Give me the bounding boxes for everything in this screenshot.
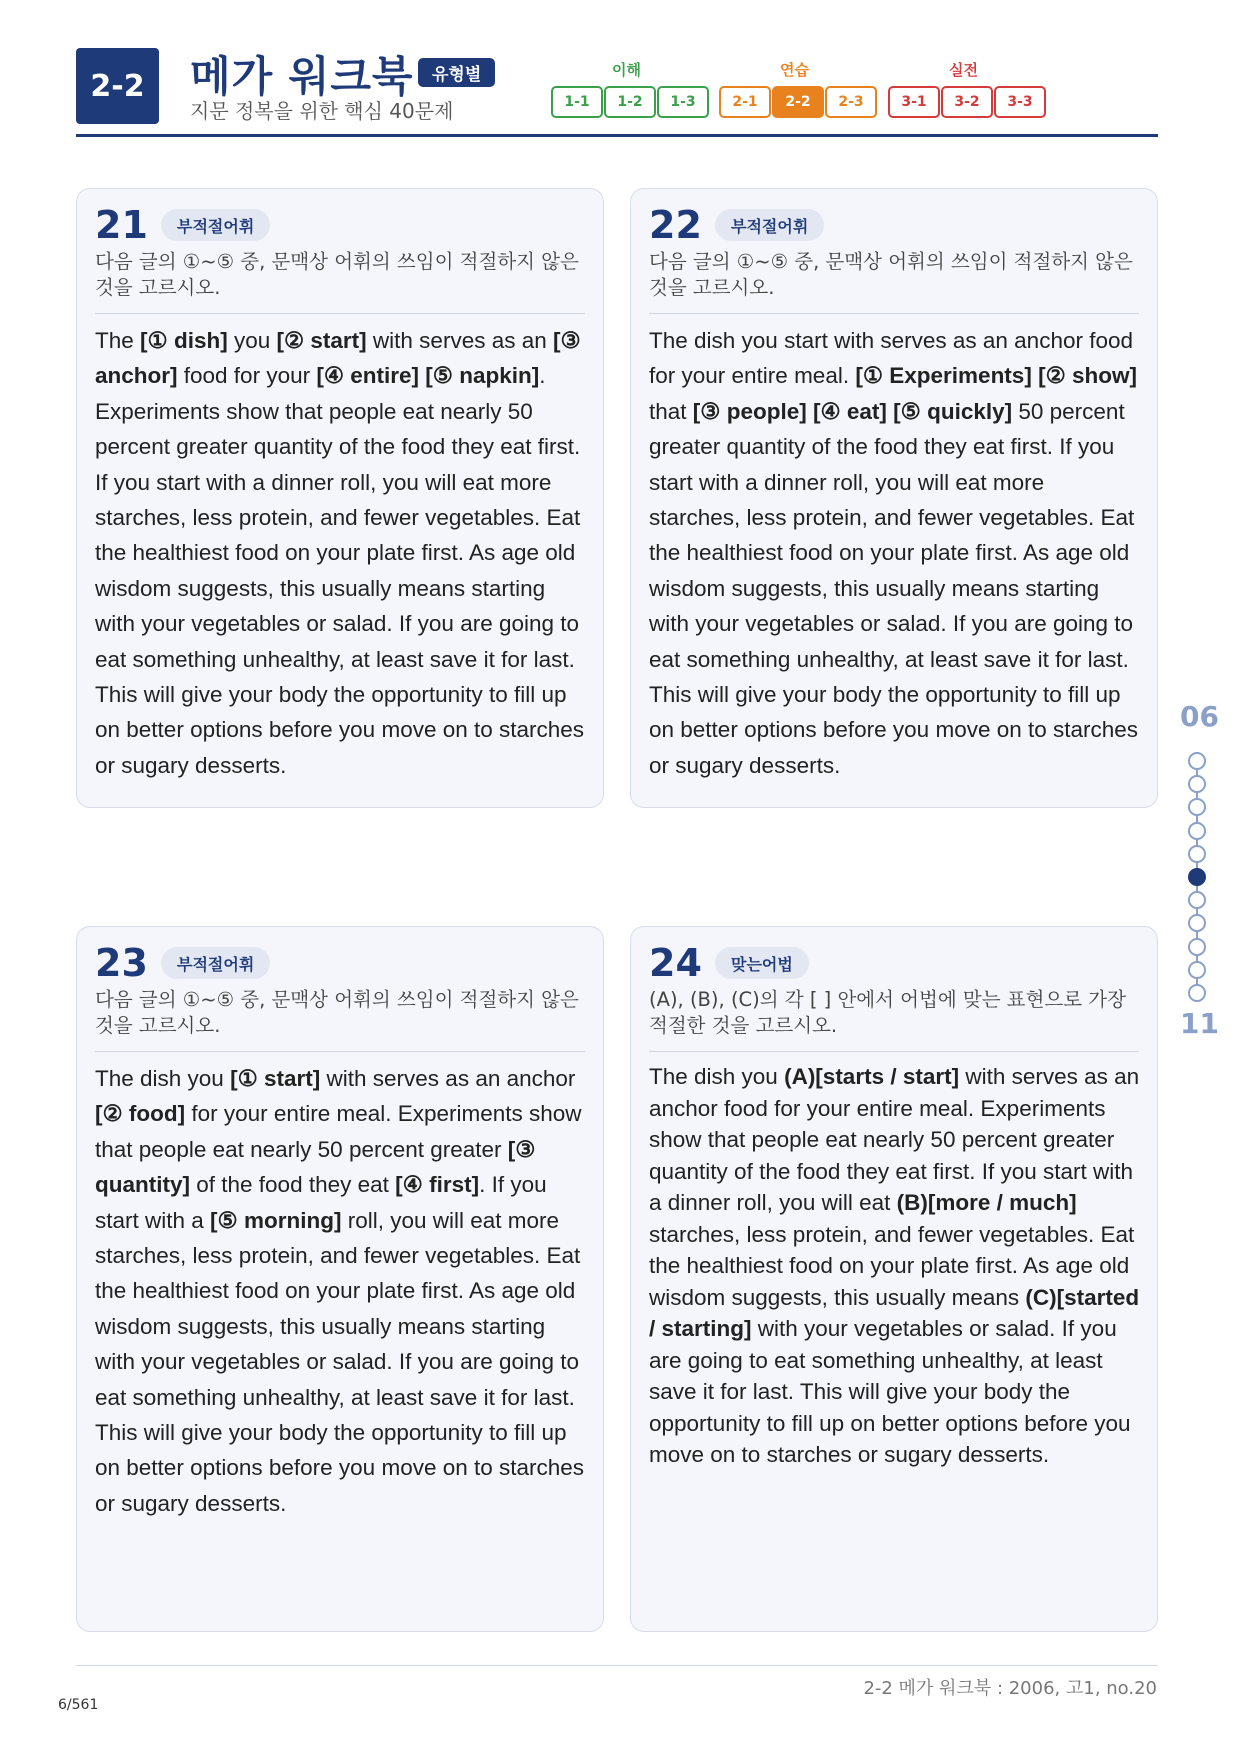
chapter-dot[interactable] <box>1188 914 1206 932</box>
marked-word: [③ anchor] <box>95 328 581 389</box>
passage-run: starches, less protein, and fewer vegetables. Eat the healthiest food on your plate first. As age old wisdom suggests, this usually means <box>649 1221 1135 1310</box>
marked-word: [④ entire] <box>316 363 420 389</box>
passage-run: food for your <box>177 363 317 389</box>
stage-button-3-3[interactable]: 3-3 <box>994 86 1046 118</box>
chapter-dot[interactable] <box>1188 891 1206 909</box>
question-number: 21 <box>95 203 148 247</box>
stage-button-2-3[interactable]: 2-3 <box>825 86 877 118</box>
chapter-dot[interactable] <box>1188 798 1206 816</box>
passage-text <box>95 323 587 783</box>
chapter-range-end: 11 <box>1180 1007 1219 1040</box>
chapter-dot-current[interactable] <box>1188 868 1206 886</box>
page-subtitle: 지문 정복을 위한 핵심 40문제 <box>190 99 454 123</box>
type-tag: 유형별 <box>418 58 495 87</box>
passage-run: The dish you start with serves as an anchor food for your entire meal. <box>649 328 1134 389</box>
marked-word: [④ eat] <box>812 398 887 424</box>
grammar-choice: (A)[starts / start] <box>784 1064 960 1089</box>
passage-text <box>649 323 1141 783</box>
marked-word: [③ quantity] <box>95 1136 536 1198</box>
workbook-badge: 2-2 <box>76 48 159 124</box>
question-instruction: 다음 글의 ①~⑤ 중, 문맥상 어휘의 쓰임이 적절하지 않은 것을 고르시오. <box>95 988 579 1037</box>
stage-button-1-2[interactable]: 1-2 <box>604 86 656 118</box>
question-number: 22 <box>649 203 702 247</box>
passage-run: with your vegetables or salad. If you are going to eat something unhealthy, at least save it for last. This will give your body the opportunity to fill up on better options before you move on to starches or sugary desserts. <box>649 1316 1131 1467</box>
card-divider <box>95 1051 585 1052</box>
marked-word: [⑤ quickly] <box>893 398 1013 424</box>
marked-word: [① dish] <box>140 328 228 353</box>
passage-run: you <box>227 328 277 353</box>
footer-divider <box>76 1665 1158 1666</box>
chapter-range-start: 06 <box>1180 700 1219 733</box>
chapter-dot[interactable] <box>1188 961 1206 979</box>
passage-run: The dish you <box>649 1064 785 1089</box>
stage-button-2-2[interactable]: 2-2 <box>772 86 824 118</box>
chapter-dot[interactable] <box>1188 938 1206 956</box>
question-type-tag: 부적절어휘 <box>715 209 824 241</box>
marked-word: [③ people] <box>692 398 807 424</box>
question-number: 24 <box>649 941 702 985</box>
passage-text <box>95 1061 587 1521</box>
marked-word: [① Experiments] <box>855 363 1032 389</box>
stage-label-real: 실전 <box>949 61 978 79</box>
question-type-tag: 부적절어휘 <box>161 209 270 241</box>
question-card-23 <box>76 926 604 1632</box>
chapter-dot[interactable] <box>1188 775 1206 793</box>
chapter-dot[interactable] <box>1188 822 1206 840</box>
passage-run: with serves as an anchor <box>320 1066 576 1091</box>
stage-label-understand: 이해 <box>612 61 641 79</box>
marked-word: [④ first] <box>395 1172 480 1198</box>
chapter-dot[interactable] <box>1188 845 1206 863</box>
page-number: 6/561 <box>58 1697 99 1713</box>
grammar-choice: (B)[more / much] <box>896 1190 1077 1215</box>
marked-word: [② food] <box>95 1101 186 1127</box>
passage-run: . If you start with a <box>95 1172 547 1233</box>
marked-word: [② show] <box>1038 363 1137 389</box>
stage-button-1-3[interactable]: 1-3 <box>657 86 709 118</box>
passage-run: 50 percent greater quantity of the food they eat first. If you start with a dinner roll, you will eat more starches, less protein, and fewer vegetables. Eat the healthiest food on your plate first. As age old wisdom suggests, this usually means starting with your vegetables or salad. If you are going to eat something unhealthy, at least save it for last. This will give your body the opportunity to fill up on better options before you move on to starches or sugary desserts. <box>649 398 1139 778</box>
marked-word: [① start] <box>230 1066 321 1091</box>
card-divider <box>649 1051 1139 1052</box>
passage-run: The <box>95 328 141 353</box>
passage-run: of the food they eat <box>190 1172 396 1198</box>
stage-label-practice: 연습 <box>780 61 809 79</box>
passage-run: roll, you will eat more starches, less protein, and fewer vegetables. Eat the healthiest food on your plate first. As age old wisdom suggests, this usually means starting with your vegetables or salad. If you are going to eat something unhealthy, at least save it for last. This will give your body the opportunity to fill up on better options before you move on to starches or sugary desserts. <box>95 1207 585 1516</box>
chapter-dot[interactable] <box>1188 984 1206 1002</box>
stage-button-3-1[interactable]: 3-1 <box>888 86 940 118</box>
header-divider <box>76 134 1158 137</box>
question-type-tag: 맞는어법 <box>715 947 809 979</box>
stage-button-1-1[interactable]: 1-1 <box>551 86 603 118</box>
chapter-dot[interactable] <box>1188 752 1206 770</box>
question-card-22 <box>630 188 1158 808</box>
passage-run: that <box>649 398 693 424</box>
question-card-21 <box>76 188 604 808</box>
stage-button-2-1[interactable]: 2-1 <box>719 86 771 118</box>
source-citation: 2-2 메가 워크북 : 2006, 고1, no.20 <box>863 1678 1157 1699</box>
question-type-tag: 부적절어휘 <box>161 947 270 979</box>
passage-run: . Experiments show that people eat nearly 50 percent greater quantity of the food they eat first. If you start with a dinner roll, you will eat more starches, less protein, and fewer vegetables. Eat the healthiest food on your plate first. As age old wisdom suggests, this usually means starting with your vegetables or salad. If you are going to eat something unhealthy, at least save it for last. This will give your body the opportunity to fill up on better options before you move on to starches or sugary desserts. <box>95 363 585 778</box>
card-divider <box>649 313 1139 314</box>
question-instruction: 다음 글의 ①~⑤ 중, 문맥상 어휘의 쓰임이 적절하지 않은 것을 고르시오. <box>649 250 1133 299</box>
passage-run: for your entire meal. Experiments show that people eat nearly 50 percent greater <box>95 1101 582 1162</box>
passage-run: with serves as an <box>366 328 553 353</box>
grammar-choice: (C)[started / starting] <box>649 1284 1140 1341</box>
question-number: 23 <box>95 941 148 985</box>
passage-run: with serves as an anchor food for your entire meal. Experiments show that people eat nearly 50 percent greater quantity of the food they eat first. If you start with a dinner roll, you will eat <box>649 1064 1140 1215</box>
question-instruction: 다음 글의 ①~⑤ 중, 문맥상 어휘의 쓰임이 적절하지 않은 것을 고르시오. <box>95 250 579 299</box>
card-divider <box>95 313 585 314</box>
marked-word: [⑤ napkin] <box>425 363 540 389</box>
marked-word: [⑤ morning] <box>210 1207 342 1233</box>
passage-text <box>649 1061 1141 1471</box>
page-title: 메가 워크북 <box>190 52 414 101</box>
stage-button-3-2[interactable]: 3-2 <box>941 86 993 118</box>
question-card-24 <box>630 926 1158 1632</box>
marked-word: [② start] <box>276 328 367 353</box>
question-instruction: (A), (B), (C)의 각 [ ] 안에서 어법에 맞는 표현으로 가장 적절한 것을 고르시오. <box>649 988 1126 1037</box>
passage-run: The dish you <box>95 1066 231 1091</box>
